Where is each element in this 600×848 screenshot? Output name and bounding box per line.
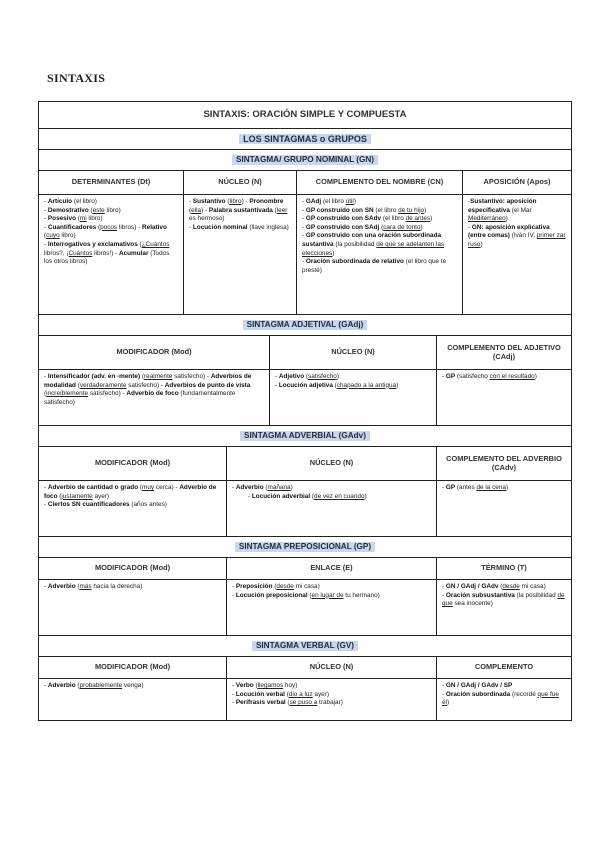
gadj-title: SINTAGMA ADJETIVAL (GAdj): [39, 315, 571, 335]
gv-cell-n: - Verbo (llegamos hoy) - Locución verbal (dio a luz ayer) - Perífrasis verbal (se puso a trabajar): [226, 679, 436, 720]
gadj-cell-n: - Adjetivo (satisfecho) - Locución adjetiva (chapado a la antigua): [269, 370, 436, 425]
gadj-header-mod: MODIFICADOR (Mod): [116, 347, 192, 357]
gn-header-cn: COMPLEMENTO DEL NOMBRE (CN): [296, 171, 462, 194]
gp-cell-e: - Preposición (desde mi casa) - Locución preposicional (en lugar de tu hermano): [226, 580, 436, 635]
gp-header-t: TÉRMINO (T): [436, 558, 571, 579]
gp-cell-t: - GN / GAdj / GAdv (desde mi casa) - Oración subsustantiva (la posibilidad de que sea inocente): [436, 580, 571, 635]
gadv-header-n: NÚCLEO (N): [226, 447, 436, 480]
gn-title: SINTAGMA/ GRUPO NOMINAL (GN): [39, 150, 571, 170]
gp-cell-mod: - Adverbio (más hacia la derecha): [44, 583, 143, 590]
groups-title: LOS SINTAGMAS o GRUPOS: [39, 129, 571, 149]
gv-header-n: NÚCLEO (N): [226, 657, 436, 678]
gadv-header-cadv: COMPLEMENTO DEL ADVERBIO (CAdv): [436, 447, 571, 480]
gadv-cell-mod: - Adverbio de cantidad o grado (muy cerca) - Adverbio de foco (justamente ayer) - Ciertos SN cuantificadores (años antes): [44, 484, 217, 509]
gp-header-e: ENLACE (E): [226, 558, 436, 579]
gn-header-apos: APOSICIÓN (Apos): [462, 171, 571, 194]
gn-cell-apos: -Sustantivo: aposición especificativa (el Mar Mediterráneo) - GN: aposición explicativa (entre comas) (Iván IV, primer zar ruso): [462, 195, 571, 314]
document-title: SINTAXIS: [47, 71, 106, 85]
gn-cell-n: - Sustantivo (libro) - Pronombre (ella) - Palabra sustantivada (leer es hermoso) - Locución nominal (llave inglesa): [183, 195, 296, 314]
gn-cell-dt: - Artículo (el libro) - Demostrativo (este libro) - Posesivo (mi libro) - Cuantificadores (pocos libros) - Relativo (cuyo libro) - Interrogativos y exclamativos (¿Cuántos libros?, ¡Cuántos libros!) - Acumular (Todos los otros libros): [44, 198, 170, 266]
gv-cell-comp: - GN / GAdj / GAdv / SP - Oración subordinada (recordé que fue él): [436, 679, 571, 720]
gn-cell-cn: - GAdj (el libro útil) - GP construido con SN (el libro de tu hijo) - GP construido con SAdv (el libro de antes) - GP construido con SAdj (cara de tonto) - GP construido con una oración subordinada sustantiva (la posibilidad de que se adelanten las elecciones) - Oración subordinada de relativo (el libro que te presté): [296, 195, 462, 314]
syntax-table: [38, 101, 572, 721]
gn-header-n: NÚCLEO (N): [183, 171, 296, 194]
gadv-header-mod: MODIFICADOR (Mod): [94, 458, 171, 468]
gadv-cell-cadv: - GP (antes de la cena): [436, 481, 571, 536]
gadv-title: SINTAGMA ADVERBIAL (GAdv): [39, 426, 571, 446]
table-title: SINTAXIS: ORACIÓN SIMPLE Y COMPUESTA: [203, 108, 407, 120]
gv-cell-mod: - Adverbio (probablemente venga): [44, 682, 144, 689]
gadj-header-n: NÚCLEO (N): [269, 336, 436, 369]
gn-header-dt: DETERMINANTES (Dt): [71, 177, 151, 187]
gv-header-mod: MODIFICADOR (Mod): [94, 662, 171, 672]
gp-title: SINTAGMA PREPOSICIONAL (GP): [39, 537, 571, 557]
gadv-cell-n: - Adverbio (mañana) - Locución adverbial (de vez en cuando): [226, 481, 436, 536]
gv-title: SINTAGMA VERBAL (GV): [39, 636, 571, 656]
gadj-cell-mod: - Intensificador (adv. en -mente) (realmente satisfecho) - Adverbios de modalidad (verdaderamente satisfecho) - Adverbios de punto de vista (increíblemente satisfecho) - Adverbio de foco (fundamentalmente satisfecho): [44, 373, 252, 406]
gv-header-comp: COMPLEMENTO: [436, 657, 571, 678]
gadj-header-cadj: COMPLEMENTO DEL ADJETIVO (CAdj): [436, 336, 571, 369]
gadj-cell-cadj: - GP (satisfecho con el resultado): [436, 370, 571, 425]
gp-header-mod: MODIFICADOR (Mod): [94, 563, 171, 573]
